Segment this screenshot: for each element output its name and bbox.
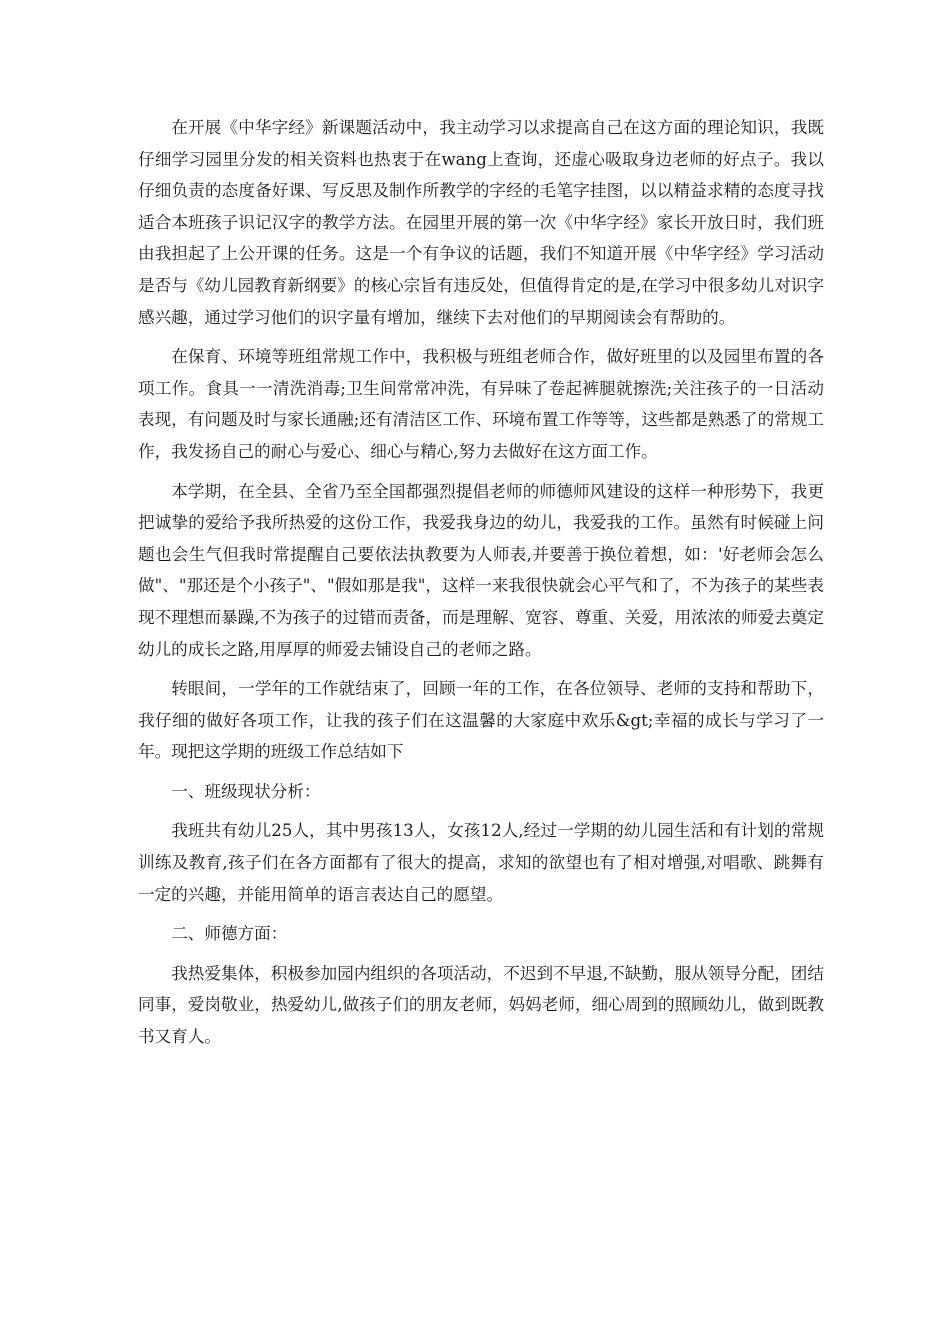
paragraph-zhonghua-zijing: 在开展《中华字经》新课题活动中，我主动学习以求提高自己在这方面的理论知识，我既仔细学习园里分发的相关资料也热衷于在wang上查询，还虚心吸取身边老师的好点子。我以仔细负责的态度备好课、写反思及制作所教学的字经的毛笔字挂图，以以精益求精的态度寻找适合本班孩子识记汉字的教学方法。在园里开展的第一次《中华字经》家长开放日时，我们班由我担起了上公开课的任务。这是一个有争议的话题，我们不知道开展《中华字经》学习活动是否与《幼儿园教育新纲要》的核心宗旨有违反处，但值得肯定的是,在学习中很多幼儿对识字感兴趣，通过学习他们的识字量有增加，继续下去对他们的早期阅读会有帮助的。 <box>138 118 824 327</box>
heading-teacher-ethics: 二、师德方面： <box>171 924 288 944</box>
paragraph-intro-summary: 转眼间，一学年的工作就结束了，回顾一年的工作，在各位领导、老师的支持和帮助下，我仔细的做好各项工作，让我的孩子们在这温馨的大家庭中欢乐&gt;幸福的成长与学习了一年。现把这学期的班级工作总结如下 <box>138 679 824 762</box>
heading-class-status: 一、班级现状分析： <box>171 781 321 801</box>
paragraph-shide-shifeng: 本学期，在全县、全省乃至全国都强烈提倡老师的师德师风建设的这样一种形势下，我更把诚挚的爱给予我所热爱的这份工作，我爱我身边的幼儿，我爱我的工作。虽然有时候碰上问题也会生气但我时常提醒自己要依法执教要为人师表,并要善于换位着想，如：'好老师会怎么做"、"那还是个小孩子"、"假如那是我"，这样一来我很快就会心平气和了，不为孩子的某些表现不理想而暴躁,不为孩子的过错而责备，而是理解、宽容、尊重、关爱，用浓浓的师爱去奠定幼儿的成长之路,用厚厚的师爱去铺设自己的老师之路。 <box>138 481 824 659</box>
paragraph-baoyu-huanjing: 在保育、环境等班组常规工作中，我积极与班组老师合作，做好班里的以及园里布置的各项工作。食具一一清洗消毒;卫生间常常冲洗，有异味了卷起裤腿就擦洗;关注孩子的一日活动表现，有问题及时与家长通融;还有清洁区工作、环境布置工作等等，这些都是熟悉了的常规工作，我发扬自己的耐心与爱心、细心与精心,努力去做好在这方面工作。 <box>138 347 824 461</box>
paragraph-class-status: 我班共有幼儿25人，其中男孩13人，女孩12人,经过一学期的幼儿园生活和有计划的常规训练及教育,孩子们在各方面都有了很大的提高，求知的欲望也有了相对增强,对唱歌、跳舞有一定的兴趣，并能用简单的语言表达自己的愿望。 <box>138 821 824 904</box>
paragraph-teacher-ethics: 我热爱集体，积极参加园内组织的各项活动，不迟到不早退,不缺勤，服从领导分配，团结同事，爱岗敬业，热爱幼儿,做孩子们的朋友老师，妈妈老师，细心周到的照顾幼儿，做到既教书又育人。 <box>138 963 824 1047</box>
document-body <box>138 112 824 1061</box>
